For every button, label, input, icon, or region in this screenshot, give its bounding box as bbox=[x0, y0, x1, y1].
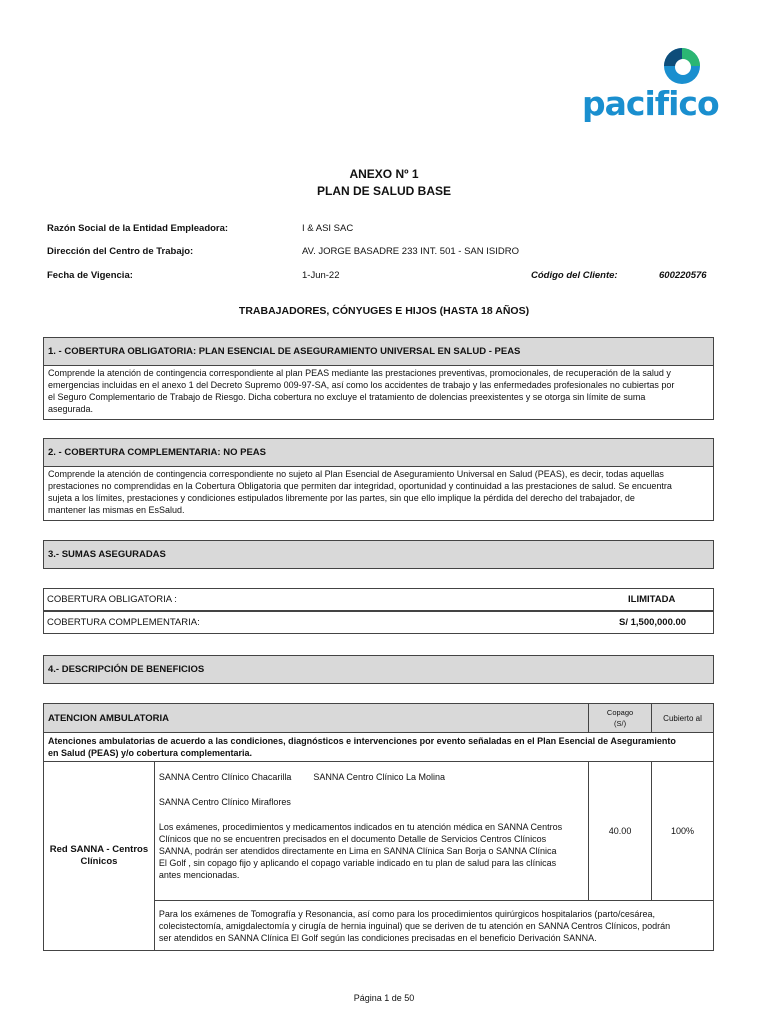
direccion-label: Dirección del Centro de Trabajo: bbox=[47, 246, 194, 257]
centro-name: SANNA Centro Clínico Chacarilla bbox=[158, 772, 292, 782]
section-1-line: Comprende la atención de contingencia correspondiente al plan PEAS mediante las prestaciones preventivas, promocionales, de recuperación de la salud y bbox=[48, 368, 671, 378]
coverage-subtitle: TRABAJADORES, CÓNYUGES E HIJOS (HASTA 18 AÑOS) bbox=[238, 305, 530, 317]
section-2-line: mantener las mismas en EsSalud. bbox=[48, 505, 185, 515]
suma-row-obligatoria bbox=[43, 588, 714, 611]
cliente-value: 600220576 bbox=[659, 270, 707, 281]
ambulatoria-table bbox=[43, 703, 714, 951]
section-2-body bbox=[43, 467, 714, 521]
section-1-header: 1. - COBERTURA OBLIGATORIA: PLAN ESENCIAL DE ASEGURAMIENTO UNIVERSAL EN SALUD - PEAS bbox=[43, 337, 714, 366]
section-3-header: 3.- SUMAS ASEGURADAS bbox=[43, 540, 714, 569]
section-2-line: prestaciones no comprendidas en la Cobertura Obligatoria que permiten dar integridad, oportunidad y continuidad a las prestaciones de salud. Se encuentra bbox=[48, 481, 672, 491]
copago-unit: (S/) bbox=[614, 719, 627, 728]
ambulatoria-header: ATENCION AMBULATORIA bbox=[44, 704, 589, 733]
annex-title: ANEXO Nº 1 bbox=[349, 167, 419, 181]
cubierto-header: Cubierto al bbox=[652, 704, 714, 733]
centro-desc-line: El Golf , sin copago fijo y aplicando el copago variable indicado en tu plan de salud para las clínicas bbox=[158, 858, 557, 868]
red-label-line: Clínicos bbox=[80, 856, 118, 867]
tomografia-cell bbox=[154, 901, 713, 951]
pacifico-logo-icon bbox=[662, 46, 702, 86]
fecha-value: 1-Jun-22 bbox=[302, 270, 340, 281]
razon-value: I & ASI SAC bbox=[302, 223, 354, 234]
section-1-body bbox=[43, 366, 714, 420]
section-4-header: 4.- DESCRIPCIÓN DE BENEFICIOS bbox=[43, 655, 714, 684]
centro-desc-line: Clínicos que no se encuentren precisados en el documento Detalle de Servicios Centros Clínicos bbox=[158, 834, 547, 844]
copago-header bbox=[589, 704, 652, 733]
tomografia-line: colecistectomía, amigdalectomía y cirugía de hernia inguinal) que se deriven de tu atención en SANNA Centros Clínicos, podrán bbox=[158, 920, 671, 931]
section-1-line: emergencias incluidas en el anexo 1 del Decreto Supremo 009-97-SA, así como los accidentes de trabajo y las enfermedades profesionales no cubiertas por bbox=[48, 380, 675, 390]
centros-cell bbox=[154, 762, 588, 901]
suma-label: COBERTURA COMPLEMENTARIA: bbox=[47, 617, 200, 628]
tomografia-line: ser atendidos en SANNA Clínica El Golf según las condiciones precisadas en el beneficio Derivación SANNA. bbox=[158, 932, 597, 943]
cubierto-value: 100% bbox=[652, 762, 714, 901]
section-2-line: Comprende la atención de contingencia correspondiente no sujeto al Plan Esencial de Aseguramiento Universal en Salud (PEAS), es decir, todas aquellas bbox=[48, 469, 664, 479]
copago-label: Copago bbox=[606, 708, 634, 717]
suma-label: COBERTURA OBLIGATORIA : bbox=[47, 594, 177, 605]
centro-desc-line: antes mencionadas. bbox=[158, 870, 240, 880]
razon-label: Razón Social de la Entidad Empleadora: bbox=[47, 223, 229, 234]
centro-desc-line: Los exámenes, procedimientos y medicamentos indicados en tu atención médica en SANNA Centros bbox=[158, 822, 563, 832]
section-2-header: 2. - COBERTURA COMPLEMENTARIA: NO PEAS bbox=[43, 438, 714, 467]
suma-value: S/ 1,500,000.00 bbox=[619, 617, 687, 628]
centro-name: SANNA Centro Clínico Miraflores bbox=[158, 797, 291, 807]
plan-title: PLAN DE SALUD BASE bbox=[316, 184, 451, 198]
red-label-line: Red SANNA - Centros bbox=[49, 844, 149, 855]
brand-name: pacifico bbox=[582, 84, 719, 123]
cliente-label: Código del Cliente: bbox=[531, 270, 618, 281]
section-1-line: el Seguro Complementario de Trabajo de Riesgo. Dicha cobertura no excluye el tratamiento de dolencias preexistentes y se otorga sin límite de suma bbox=[48, 392, 646, 402]
fecha-label: Fecha de Vigencia: bbox=[47, 270, 133, 281]
page-number: Página 1 de 50 bbox=[353, 993, 415, 1003]
red-sanna-label bbox=[44, 762, 155, 951]
section-2-line: sujeta a los límites, prestaciones y condiciones estipulados libremente por las partes, sin que ello implique la pérdida del derecho del trabajador, de bbox=[48, 493, 635, 503]
direccion-value: AV. JORGE BASADRE 233 INT. 501 - SAN ISIDRO bbox=[302, 246, 519, 257]
centro-name: SANNA Centro Clínico La Molina bbox=[313, 772, 445, 782]
copago-value: 40.00 bbox=[589, 762, 652, 901]
centro-desc-line: SANNA, podrán ser atendidos directamente en Lima en SANNA Clínica San Borja o SANNA Clínica bbox=[158, 846, 557, 856]
suma-value: ILIMITADA bbox=[628, 594, 676, 605]
section-1-line: asegurada. bbox=[48, 404, 94, 414]
intro-line: Atenciones ambulatorias de acuerdo a las condiciones, diagnósticos e intervenciones por evento señaladas en el Plan Esencial de Aseguramiento bbox=[48, 736, 676, 746]
suma-row-complementaria bbox=[43, 611, 714, 634]
intro-line: en Salud (PEAS) y/o cobertura complementaria. bbox=[48, 748, 253, 758]
ambulatoria-intro bbox=[44, 733, 714, 762]
tomografia-line: Para los exámenes de Tomografía y Resonancia, así como para los procedimientos quirúrgicos hospitalarios (parto/cesárea, bbox=[158, 908, 655, 919]
